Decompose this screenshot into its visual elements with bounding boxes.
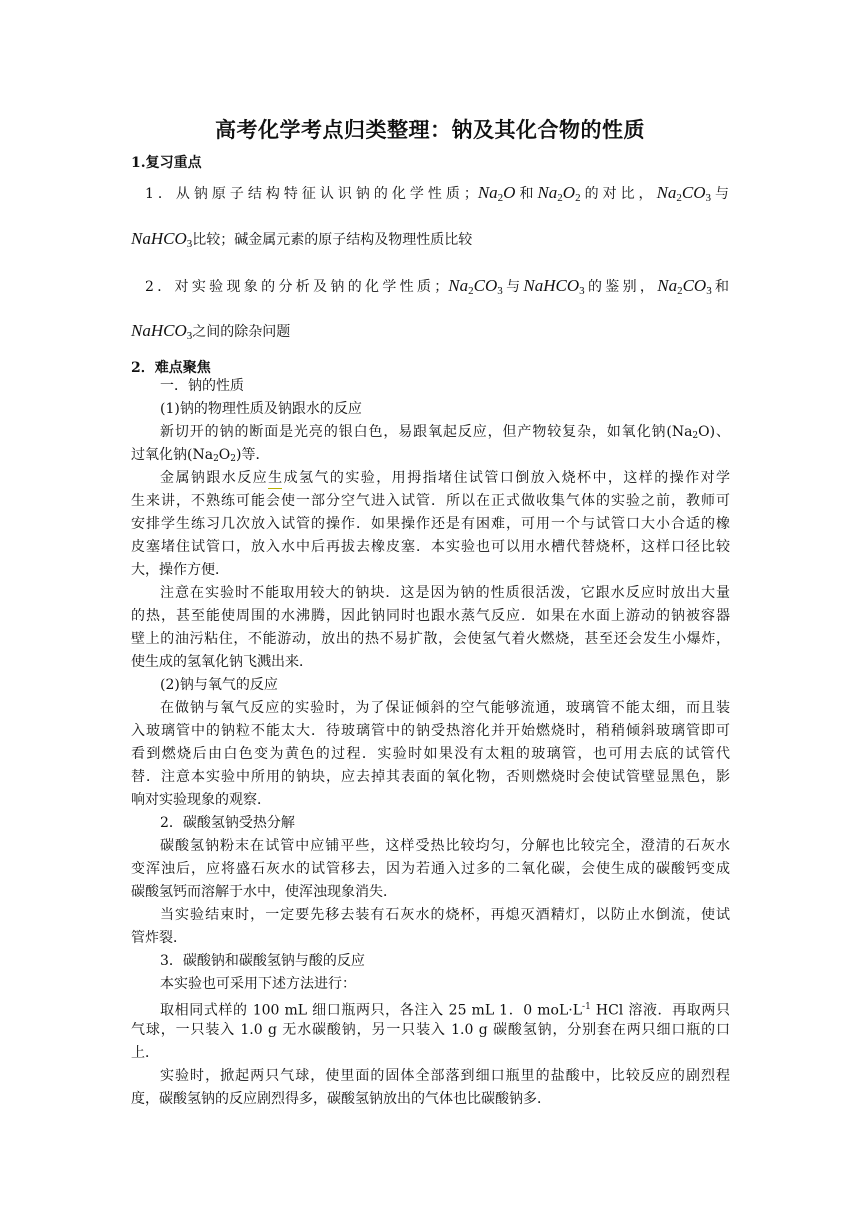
review-item-2-line-2: NaHCO$_3$之间的除杂问题 — [131, 321, 291, 342]
paragraph-line: 过氧化钠(Na2O2)等． — [131, 447, 270, 464]
paragraph-line: 碳酸氢钙而溶解于水中，使浑浊现象消失． — [131, 884, 397, 900]
paragraph-line: 取相同式样的 100 mL 细口瓶两只，各注入 25 mL 1．0 $moL\cdot L^{-1}$ HCl 溶液．再取两只 — [160, 1002, 730, 1019]
paragraph-line: 管炸裂． — [131, 930, 187, 946]
paragraph-line: 壁上的油污粘住，不能游动，放出的热不易扩散，会使氢气着火燃烧，甚至还会发生小爆炸， — [131, 631, 730, 647]
formula-na2o: $Na_2O$ — [477, 183, 516, 204]
paragraph-line: 使生成的氢氧化钠飞溅出来． — [131, 654, 313, 670]
subheading-oxygen-reaction: (2)钠与氧气的反应 — [160, 677, 278, 693]
subheading-sodium-properties: 一．钠的性质 — [160, 378, 244, 394]
section-heading-review: 1.复习重点 — [131, 155, 202, 171]
paragraph-line: 本实验也可采用下述方法进行： — [160, 976, 356, 992]
review-item-1-line-1: 1．从钠原子结构特征认识钠的化学性质；$Na_2O$和$Na_2O_2$的对比，$Na_2CO_3$与 — [145, 183, 730, 204]
paragraph-line: 看到燃烧后由白色变为黄色的过程．实验时如果没有太粗的玻璃管，也可用去底的试管代 — [131, 746, 730, 762]
paragraph-line: 替．注意本实验中所用的钠块，应去掉其表面的氧化物，否则燃烧时会使试管壁显黑色，影 — [131, 769, 730, 785]
paragraph-line: 安排学生练习几次放入试管的操作．如果操作还是有困难，可用一个与试管口大小合适的橡 — [131, 516, 730, 532]
formula-nahco3: NaHCO$_3$ — [131, 321, 193, 342]
paragraph-line: 度，碳酸氢钠的反应剧烈得多，碳酸氢钠放出的气体也比碳酸钠多． — [131, 1091, 551, 1107]
review-item-1-line-2: NaHCO$_3$比较；碱金属元素的原子结构及物理性质比较 — [131, 229, 473, 250]
paragraph-line: 气球，一只装入 1.0 g 无水碳酸钠，另一只装入 1.0 g 碳酸氢钠，分别套在两只细口瓶的口 — [131, 1022, 730, 1038]
subheading-bicarbonate-decomposition: 2．碳酸氢钠受热分解 — [160, 815, 295, 831]
section-heading-difficulties: 2．难点聚焦 — [131, 360, 211, 376]
paragraph-line: 上． — [131, 1045, 159, 1061]
formula-na2co3: $Na_2CO_3$ — [448, 276, 503, 297]
paragraph-line: 新切开的钠的断面是光亮的银白色，易跟氧起反应，但产物较复杂，如氧化钠(Na2O)、 — [160, 424, 730, 441]
paragraph-line: 变浑浊后，应将盛石灰水的试管移去，因为若通入过多的二氧化碳，会使生成的碳酸钙变成 — [131, 861, 730, 877]
formula-nahco3: NaHCO$_3$ — [131, 229, 193, 250]
subheading-acid-reaction: 3．碳酸钠和碳酸氢钠与酸的反应 — [160, 953, 365, 969]
formula-nahco3: NaHCO$_3$ — [523, 276, 585, 297]
formula-na2o2: $Na_2O_2$ — [537, 183, 581, 204]
formula-na2co3: $Na_2CO_3$ — [657, 276, 712, 297]
paragraph-line: 的热，甚至能使周围的水沸腾，因此钠同时也跟水蒸气反应．如果在水面上游动的钠被容器 — [131, 608, 730, 624]
paragraph-line: 大，操作方便． — [131, 562, 229, 578]
subheading-physical-properties: (1)钠的物理性质及钠跟水的反应 — [160, 401, 362, 417]
paragraph-line: 碳酸氢钠粉末在试管中应铺平些，这样受热比较均匀，分解也比较完全，澄清的石灰水 — [160, 838, 730, 854]
paragraph-line: 实验时，掀起两只气球，使里面的固体全部落到细口瓶里的盐酸中，比较反应的剧烈程 — [160, 1068, 730, 1084]
paragraph-line: 响对实验现象的观察． — [131, 792, 271, 808]
paragraph-line: 注意在实验时不能取用较大的钠块．这是因为钠的性质很活泼，它跟水反应时放出大量 — [160, 585, 730, 601]
review-item-2-line-1: 2．对实验现象的分析及钠的化学性质；$Na_2CO_3$与NaHCO$_3$的鉴别，$Na_2CO_3$和 — [145, 276, 730, 297]
paragraph-line: 入玻璃管中的钠粒不能太大．待玻璃管中的钠受热溶化并开始燃烧时，稍稍倾斜玻璃管即可 — [131, 723, 730, 739]
page-title: 高考化学考点归类整理：钠及其化合物的性质 — [215, 117, 645, 142]
paragraph-line: 当实验结束时，一定要先移去装有石灰水的烧杯，再熄灭酒精灯，以防止水倒流，使试 — [160, 907, 730, 923]
formula-na2co3: $Na_2CO_3$ — [656, 183, 712, 204]
paragraph-line: 在做钠与氧气反应的实验时，为了保证倾斜的空气能够流通，玻璃管不能太细，而且装 — [160, 700, 730, 716]
paragraph-line: 皮塞堵住试管口，放入水中后再拔去橡皮塞．本实验也可以用水槽代替烧杯，这样口径比较 — [131, 539, 730, 555]
paragraph-line: 生来讲，不熟练可能会使一部分空气进入试管．所以在正式做收集气体的实验之前，教师可 — [131, 493, 730, 509]
paragraph-line: 金属钠跟水反应生成氢气的实验，用拇指堵住试管口倒放入烧杯中，这样的操作对学 — [160, 468, 730, 489]
